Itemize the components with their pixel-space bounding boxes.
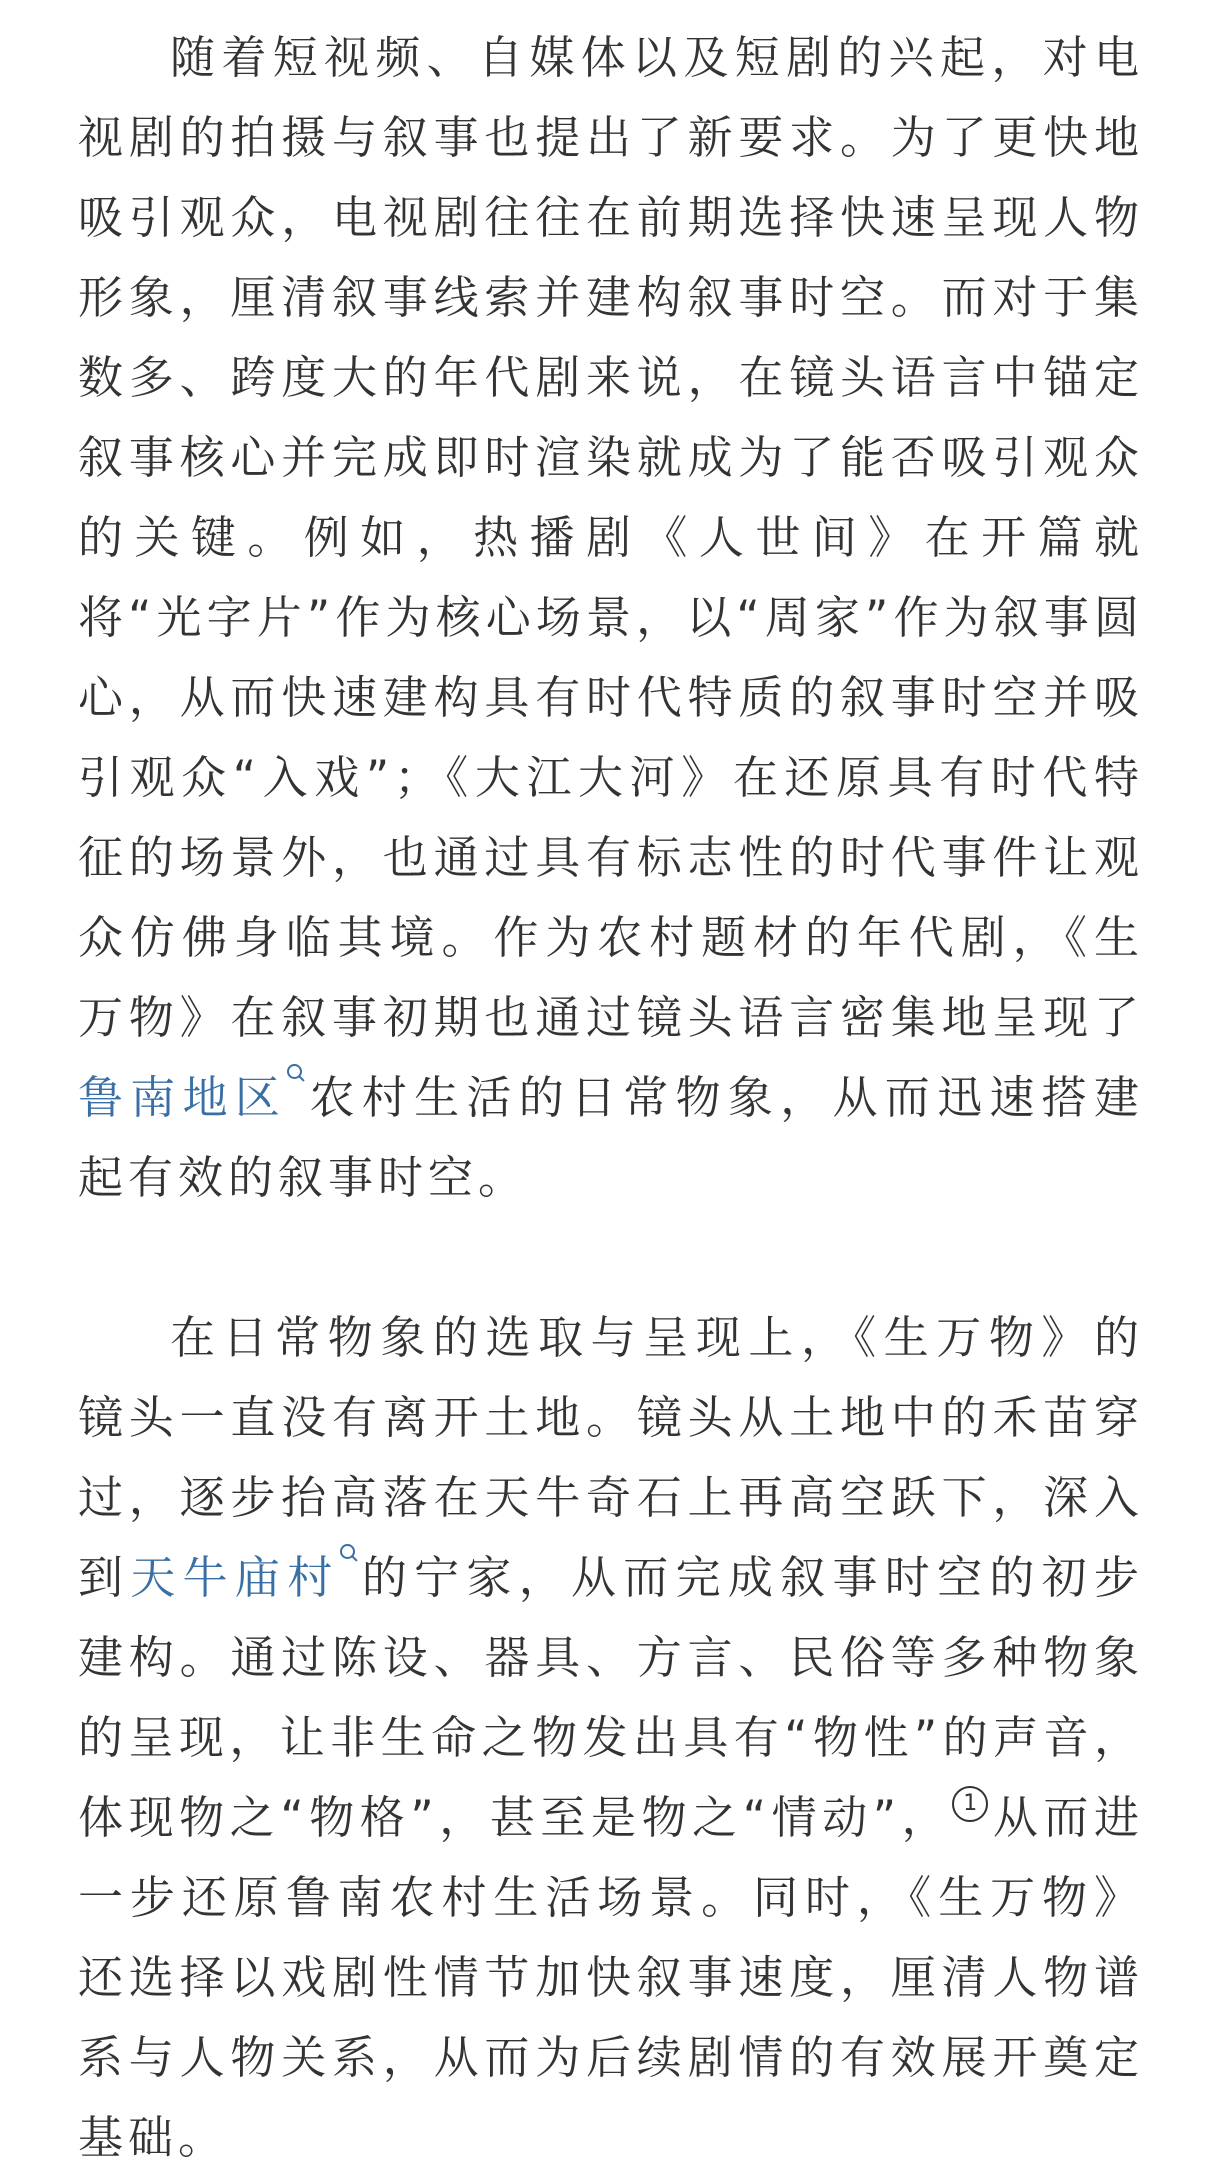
paragraph-1 [78,18,1144,1218]
keyword-link-tianniumiao[interactable]: 天牛庙村 [130,1551,340,1604]
paragraph-2-text-a: 在日常物象的选取与呈现上，《生万物》的镜头一直没有离开土地。镜头从土地中的禾苗穿过，逐步抬高落在天牛奇石上再高空跃下，深入到 [78,1311,1144,1604]
keyword-link-lunan[interactable]: 鲁南地区 [78,1071,288,1124]
footnote-marker[interactable]: 1 [952,1786,988,1822]
search-icon[interactable] [340,1544,358,1562]
paragraph-2 [78,1298,1144,2178]
paragraph-2-text-b: 的宁家，从而完成叙事时空的初步建构。通过陈设、器具、方言、民俗等多种物象的呈现，让非生命之物发出具有“物性”的声音，体现物之“物格”，甚至是物之“情动”， [78,1551,1144,1844]
paragraph-1-text-b: 农村生活的日常物象，从而迅速搭建起有效的叙事时空。 [78,1071,1144,1204]
search-icon[interactable] [287,1064,305,1082]
paragraph-1-text-a: 随着短视频、自媒体以及短剧的兴起，对电视剧的拍摄与叙事也提出了新要求。为了更快地吸引观众，电视剧往往在前期选择快速呈现人物形象，厘清叙事线索并建构叙事时空。而对于集数多、跨度大的年代剧来说，在镜头语言中锚定叙事核心并完成即时渲染就成为了能否吸引观众的关键。例如，热播剧《人世间》在开篇就将“光字片”作为核心场景，以“周家”作为叙事圆心，从而快速建构具有时代特质的叙事时空并吸引观众“入戏”；《大江大河》在还原具有时代特征的场景外，也通过具有标志性的时代事件让观众仿佛身临其境。作为农村题材的年代剧，《生万物》在叙事初期也通过镜头语言密集地呈现了 [78,31,1144,1044]
article-body [78,18,1144,2178]
paragraph-2-text-c: 从而进一步还原鲁南农村生活场景。同时，《生万物》还选择以戏剧性情节加快叙事速度，厘清人物谱系与人物关系，从而为后续剧情的有效展开奠定基础。 [78,1791,1144,2164]
